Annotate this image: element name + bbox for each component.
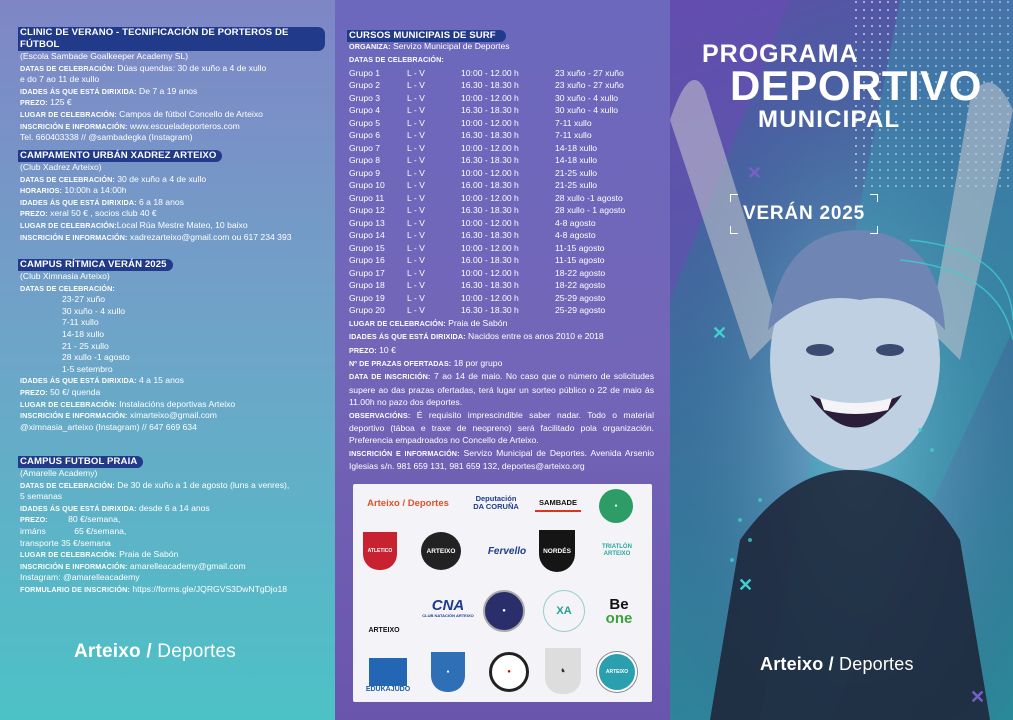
table-cell: 16.30 - 18.30 h bbox=[461, 280, 519, 291]
deputacion-text: Deputación bbox=[475, 494, 517, 503]
table-cell: 7-11 xullo bbox=[555, 130, 592, 141]
table-cell: 10:00 - 12.00 h bbox=[461, 217, 519, 228]
nordes-logo: NORDÉS bbox=[539, 530, 575, 572]
table-cell: Grupo 12 bbox=[349, 205, 385, 216]
frame-corner bbox=[730, 226, 738, 234]
frame-corner bbox=[870, 226, 878, 234]
table-row bbox=[349, 104, 625, 117]
value: Instagram: @amarelleacademy bbox=[20, 572, 140, 583]
arteixo-deportes-logo bbox=[74, 641, 236, 663]
value: @ximnasia_arteixo (Instagram) // 647 669 634 bbox=[20, 421, 197, 432]
table-cell: 10:00 - 12.00 h bbox=[461, 292, 519, 303]
table-cell: 11-15 agosto bbox=[555, 242, 605, 253]
table-cell: L - V bbox=[407, 217, 425, 228]
table-cell: Grupo 16 bbox=[349, 255, 385, 266]
table-cell: Grupo 17 bbox=[349, 267, 385, 278]
value: 65 €/semana, bbox=[74, 525, 127, 536]
fervello-logo: Fervello bbox=[487, 545, 527, 557]
org: (Amarelle Academy) bbox=[20, 468, 98, 478]
value: Praia de Sabón bbox=[448, 317, 508, 328]
beone-text: Be bbox=[609, 596, 629, 613]
table-cell: 16.30 - 18.30 h bbox=[461, 305, 519, 316]
label: PREZO: bbox=[20, 98, 48, 108]
label: PREZO: bbox=[349, 345, 377, 355]
table-cell: 16.30 - 18.30 h bbox=[461, 105, 519, 116]
value: 5 semanas bbox=[20, 491, 63, 502]
arteixo-deportes-logo bbox=[760, 654, 914, 675]
cross-icon: ✕ bbox=[712, 323, 728, 343]
veran-text: VERÁN 2025 bbox=[742, 203, 866, 224]
value: ximarteixo@gmail.com bbox=[129, 410, 217, 421]
value: irmáns bbox=[20, 525, 46, 536]
cross-icon: ✕ bbox=[747, 163, 763, 183]
table-cell: Grupo 20 bbox=[349, 305, 385, 316]
cover-panel bbox=[670, 0, 1013, 720]
table-cell: L - V bbox=[407, 280, 425, 291]
label: LUGAR DE CELEBRACIÓN: bbox=[349, 318, 446, 328]
label: INSCRICIÓN E INFORMACIÓN: bbox=[20, 411, 128, 421]
label: DATAS DE CELEBRACIÓN: bbox=[20, 63, 115, 73]
table-cell: 16.00 - 18.30 h bbox=[461, 255, 519, 266]
table-cell: 16.00 - 18.30 h bbox=[461, 180, 519, 191]
value: www.escueladeporteros.com bbox=[129, 120, 240, 131]
label: IDADES ÁS QUE ESTÁ DIRIXIDA: bbox=[20, 376, 137, 386]
section-title: CURSOS MUNICIPAIS DE SURF bbox=[347, 30, 506, 42]
table-cell: 10:00 - 12.00 h bbox=[461, 267, 519, 278]
beone-text: one bbox=[605, 610, 633, 627]
table-cell: 4-8 agosto bbox=[555, 217, 596, 228]
beone-logo bbox=[597, 592, 641, 632]
table-row bbox=[349, 179, 625, 192]
value: Praia de Sabón bbox=[119, 549, 179, 560]
table-row bbox=[349, 279, 625, 292]
value: 10:00h a 14:00h bbox=[64, 185, 127, 196]
club-badge-icon: ● bbox=[599, 489, 633, 523]
table-row bbox=[349, 67, 625, 80]
table-row bbox=[349, 154, 625, 167]
label: OBSERVACIÓNS: bbox=[349, 410, 411, 420]
table-cell: L - V bbox=[407, 155, 425, 166]
logo-text-b: Deportes bbox=[151, 641, 237, 662]
table-cell: 10:00 - 12.00 h bbox=[461, 242, 519, 253]
table-cell: 10:00 - 12.00 h bbox=[461, 142, 519, 153]
table-cell: L - V bbox=[407, 180, 425, 191]
section-clinic-porteros bbox=[20, 27, 325, 144]
date-item: 30 xuño - 4 xullo bbox=[62, 305, 126, 316]
table-cell: 10:00 - 12.00 h bbox=[461, 117, 519, 128]
table-row bbox=[349, 217, 625, 230]
logo-text-a: Arteixo / bbox=[760, 654, 834, 674]
table-row bbox=[349, 254, 625, 267]
table-cell: L - V bbox=[407, 130, 425, 141]
form-link[interactable]: https://forms.gle/JQRGVS3DwNTgDjo18 bbox=[132, 583, 288, 594]
table-cell: 28 xullo - 1 agosto bbox=[555, 205, 626, 216]
section-xadrez bbox=[20, 150, 325, 243]
table-row bbox=[349, 292, 625, 305]
edukajudo-text-b: JUDO bbox=[390, 686, 411, 693]
value: xeral 50 € , socios club 40 € bbox=[50, 208, 157, 219]
section-title: CLINIC DE VERANO - TECNIFICACIÓN DE PORTEROS DE FÚTBOL bbox=[18, 27, 325, 51]
table-cell: 25-29 agosto bbox=[555, 292, 606, 303]
label: IDADES ÁS QUE ESTÁ DIRIXIDA: bbox=[20, 197, 137, 207]
table-cell: 28 xullo -1 agosto bbox=[555, 192, 623, 203]
triatlon-logo bbox=[591, 536, 643, 566]
label: DATAS DE CELEBRACIÓN: bbox=[20, 480, 115, 490]
cover-subtitle bbox=[730, 194, 878, 234]
cna-text: CLUB NATACIÓN ARTEIXO bbox=[422, 613, 474, 618]
label: LUGAR DE CELEBRACIÓN: bbox=[20, 399, 117, 409]
value: 50 €/ quenda bbox=[50, 386, 101, 397]
label: DATA DE INSCRICIÓN: bbox=[349, 372, 431, 382]
table-cell: 25-29 agosto bbox=[555, 305, 606, 316]
table-row bbox=[349, 192, 625, 205]
cross-icon: ✕ bbox=[970, 687, 986, 707]
logo-text-a: Arteixo / bbox=[74, 641, 152, 662]
label: LUGAR DE CELEBRACIÓN: bbox=[20, 220, 117, 230]
label: DATAS DE CELEBRACIÓN: bbox=[20, 174, 115, 184]
table-row bbox=[349, 267, 625, 280]
label: INSCRICIÓN E INFORMACIÓN: bbox=[20, 561, 128, 571]
table-cell: 11-15 agosto bbox=[555, 255, 605, 266]
table-cell: Grupo 11 bbox=[349, 192, 385, 203]
club-seal-icon: ● bbox=[483, 590, 525, 632]
value: Nacidos entre os anos 2010 e 2018 bbox=[468, 331, 604, 342]
table-cell: Grupo 13 bbox=[349, 217, 385, 228]
table-cell: L - V bbox=[407, 205, 425, 216]
logo-text-b: Deportes bbox=[833, 654, 914, 674]
table-cell: L - V bbox=[407, 105, 425, 116]
table-cell: L - V bbox=[407, 255, 425, 266]
table-cell: 14-18 xullo bbox=[555, 142, 598, 153]
table-cell: L - V bbox=[407, 80, 425, 91]
table-cell: Grupo 1 bbox=[349, 67, 381, 78]
table-cell: 10:00 - 12.00 h bbox=[461, 67, 519, 78]
date-item: 1-5 setembro bbox=[62, 363, 113, 374]
label: ORGANIZA: bbox=[349, 42, 391, 51]
value: 80 €/semana, bbox=[68, 514, 121, 525]
table-cell: Grupo 3 bbox=[349, 92, 381, 103]
table-cell: 16.30 - 18.30 h bbox=[461, 230, 519, 241]
table-cell: L - V bbox=[407, 117, 425, 128]
table-cell: Grupo 19 bbox=[349, 292, 385, 303]
edukajudo-square-icon bbox=[369, 658, 407, 686]
table-cell: 16.30 - 18.30 h bbox=[461, 130, 519, 141]
table-row bbox=[349, 167, 625, 180]
triatlon-text: TRIATLÓN bbox=[602, 544, 632, 550]
table-cell: Grupo 8 bbox=[349, 155, 381, 166]
label: HORARIOS: bbox=[20, 186, 63, 196]
table-cell: L - V bbox=[407, 230, 425, 241]
table-cell: Grupo 6 bbox=[349, 130, 381, 141]
date-item: 7-11 xullo bbox=[62, 317, 99, 328]
table-row bbox=[349, 142, 625, 155]
table-cell: 16.30 - 18.30 h bbox=[461, 80, 519, 91]
value: É requisito imprescindible saber nadar. Todo o material deportivo (táboa e traxe de neopreno) será facilitado pola organización. Preferencia empadroados no Concello de Arteixo. bbox=[349, 409, 654, 446]
table-cell: L - V bbox=[407, 292, 425, 303]
value: Campos de fútbol Concello de Arteixo bbox=[119, 108, 263, 119]
arteixo-club-logo: ARTEIXO bbox=[421, 532, 461, 570]
label: IDADES ÁS QUE ESTÁ DIRIXIDA: bbox=[349, 332, 466, 342]
table-cell: 16.30 - 18.30 h bbox=[461, 205, 519, 216]
club-shield-icon: ● bbox=[431, 652, 465, 692]
sponsors-box bbox=[353, 484, 652, 702]
table-cell: 21-25 xullo bbox=[555, 180, 598, 191]
table-cell: Grupo 5 bbox=[349, 117, 381, 128]
value: Servizo Municipal de Deportes bbox=[393, 41, 510, 51]
org: (Club Xadrez Arteixo) bbox=[20, 162, 102, 172]
label: PREZO: bbox=[20, 515, 48, 525]
table-cell: 7-11 xullo bbox=[555, 117, 592, 128]
section-surf bbox=[349, 40, 654, 473]
value: Local Rúa Mestre Mateo, 10 baixo bbox=[116, 219, 248, 230]
table-cell: Grupo 4 bbox=[349, 105, 381, 116]
value: amarelleacademy@gmail.com bbox=[129, 560, 246, 571]
table-row bbox=[349, 304, 625, 317]
table-cell: 18-22 agosto bbox=[555, 267, 606, 278]
club-crest-icon: ● bbox=[489, 652, 529, 692]
table-cell: 10:00 - 12.00 h bbox=[461, 167, 519, 178]
table-cell: 14-18 xullo bbox=[555, 155, 598, 166]
label: INSCRICIÓN E INFORMACIÓN: bbox=[20, 232, 128, 242]
date-item: 21 - 25 xullo bbox=[62, 340, 109, 351]
middle-panel bbox=[335, 0, 670, 720]
label: PREZO: bbox=[20, 387, 48, 397]
label: FORMULARIO DE INSCRICIÓN: bbox=[20, 584, 130, 594]
table-cell: Grupo 9 bbox=[349, 167, 381, 178]
arteixo-surf-logo: ARTEIXO bbox=[597, 652, 637, 692]
table-row bbox=[349, 242, 625, 255]
label: INSCRICIÓN E INFORMACIÓN: bbox=[349, 448, 460, 458]
section-title: CAMPUS RÍTMICA VERÁN 2025 bbox=[18, 259, 173, 271]
date-item: 14-18 xullo bbox=[62, 328, 105, 339]
table-row bbox=[349, 79, 625, 92]
table-row bbox=[349, 92, 625, 105]
section-title: CAMPAMENTO URBÁN XADREZ ARTEIXO bbox=[18, 150, 222, 162]
label: PREZO: bbox=[20, 209, 48, 219]
value: 7 ao 14 de maio. No caso que o número de solicitudes supere ao das prazas ofertadas, terá lugar un sorteo público o 22 de maio ás 11.00h no pazo dos deportes. bbox=[349, 371, 654, 408]
table-cell: L - V bbox=[407, 267, 425, 278]
table-cell: L - V bbox=[407, 242, 425, 253]
value: Instalacións deportivas Arteixo bbox=[119, 398, 236, 409]
sambade-logo: SAMBADE bbox=[535, 494, 581, 512]
arteixo-deportes-sponsor-logo: Arteixo / Deportes bbox=[367, 497, 449, 509]
date-item: 28 xullo -1 agosto bbox=[62, 352, 130, 363]
value: 125 € bbox=[50, 97, 72, 108]
value: xadrezarteixo@gmail.com ou 617 234 393 bbox=[129, 231, 292, 242]
table-cell: L - V bbox=[407, 92, 425, 103]
table-cell: 23 xuño - 27 xuño bbox=[555, 80, 624, 91]
table-cell: L - V bbox=[407, 305, 425, 316]
value: De 7 a 19 anos bbox=[139, 85, 198, 96]
table-cell: Grupo 14 bbox=[349, 230, 385, 241]
label: Nº DE PRAZAS OFERTADAS: bbox=[349, 359, 452, 369]
label: LUGAR DE CELEBRACIÓN: bbox=[20, 109, 117, 119]
table-cell: L - V bbox=[407, 167, 425, 178]
section-ritmica bbox=[20, 259, 325, 433]
table-cell: Grupo 2 bbox=[349, 80, 381, 91]
deputacion-logo bbox=[463, 490, 529, 516]
value: De 30 de xuño a 1 de agosto (luns a venres), bbox=[117, 479, 290, 490]
table-row bbox=[349, 117, 625, 130]
cna-text: CNA bbox=[431, 597, 465, 614]
org: (Escola Sambade Goalkeeper Academy SL) bbox=[20, 51, 189, 61]
value: Dúas quendas: 30 de xuño a 4 de xullo bbox=[117, 62, 267, 73]
triatlon-text: ARTEIXO bbox=[603, 551, 631, 557]
label: IDADES ÁS QUE ESTÁ DIRIXIDA: bbox=[20, 503, 137, 513]
value: 18 por grupo bbox=[453, 358, 503, 369]
table-cell: 10:00 - 12.00 h bbox=[461, 192, 519, 203]
value: 10 € bbox=[379, 344, 396, 355]
value: e do 7 ao 11 de xullo bbox=[20, 74, 100, 85]
table-cell: 16.30 - 18.30 h bbox=[461, 155, 519, 166]
section-title: CAMPUS FUTBOL PRAIA bbox=[18, 456, 143, 468]
value: 30 de xuño a 4 de xullo bbox=[117, 173, 207, 184]
table-cell: 30 xuño - 4 xullo bbox=[555, 105, 619, 116]
value: 6 a 18 anos bbox=[139, 196, 184, 207]
date-item: 23-27 xuño bbox=[62, 294, 106, 305]
table-cell: Grupo 10 bbox=[349, 180, 385, 191]
table-cell: 21-25 xullo bbox=[555, 167, 598, 178]
value: Tel. 660403338 // @sambadegka (Instagram) bbox=[20, 132, 193, 143]
table-row bbox=[349, 129, 625, 142]
edukajudo-text-a: EDUKA bbox=[365, 686, 391, 693]
table-cell: 4-8 agosto bbox=[555, 230, 596, 241]
value: transporte 35 €/semana bbox=[20, 537, 111, 548]
label: LUGAR DE CELEBRACIÓN: bbox=[20, 550, 117, 560]
groups-table bbox=[349, 67, 625, 317]
frame-corner bbox=[730, 194, 738, 202]
value: 4 a 15 anos bbox=[139, 375, 184, 386]
cross-icon: ✕ bbox=[738, 575, 754, 595]
table-cell: 23 xuño - 27 xuño bbox=[555, 67, 624, 78]
org: (Club Ximnasia Arteixo) bbox=[20, 271, 110, 281]
label: DATAS DE CELEBRACIÓN: bbox=[20, 283, 115, 293]
table-cell: 18-22 agosto bbox=[555, 280, 606, 291]
label: INSCRICIÓN E INFORMACIÓN: bbox=[20, 121, 128, 131]
table-cell: 10:00 - 12.00 h bbox=[461, 92, 519, 103]
table-row bbox=[349, 229, 625, 242]
table-cell: L - V bbox=[407, 192, 425, 203]
table-cell: L - V bbox=[407, 67, 425, 78]
label: DATAS DE CELEBRACIÓN: bbox=[349, 55, 444, 65]
xa-logo: XA bbox=[543, 590, 585, 632]
left-panel bbox=[0, 0, 335, 720]
section-futbol-praia bbox=[20, 456, 325, 596]
label: IDADES ÁS QUE ESTÁ DIRIXIDA: bbox=[20, 86, 137, 96]
chess-club-icon: ♞ bbox=[545, 648, 581, 694]
value: desde 6 a 14 anos bbox=[139, 502, 210, 513]
cna-logo bbox=[417, 592, 479, 630]
table-cell: 30 xuño - 4 xullo bbox=[555, 92, 619, 103]
frame-corner bbox=[870, 194, 878, 202]
table-cell: L - V bbox=[407, 142, 425, 153]
cover-title-line2: DEPORTIVO bbox=[730, 62, 982, 109]
edukajudo-text bbox=[366, 686, 410, 694]
table-cell: Grupo 7 bbox=[349, 142, 381, 153]
table-row bbox=[349, 204, 625, 217]
value: Servizo Municipal de Deportes. Avenida Arsenio Iglesias s/n. 981 659 131, 981 659 132, deportes@arteixo.org bbox=[349, 447, 655, 472]
table-cell: Grupo 18 bbox=[349, 280, 385, 291]
atletico-logo: ATLETICO bbox=[363, 532, 397, 570]
edukajudo-logo bbox=[367, 652, 409, 694]
deputacion-text: DA CORUÑA bbox=[473, 502, 519, 511]
mtb-arteixo-logo: ARTEIXO bbox=[368, 627, 400, 634]
cover-title-line3: MUNICIPAL bbox=[758, 106, 901, 133]
table-cell: Grupo 15 bbox=[349, 242, 385, 253]
cover-title-line1: PROGRAMA bbox=[702, 40, 859, 68]
